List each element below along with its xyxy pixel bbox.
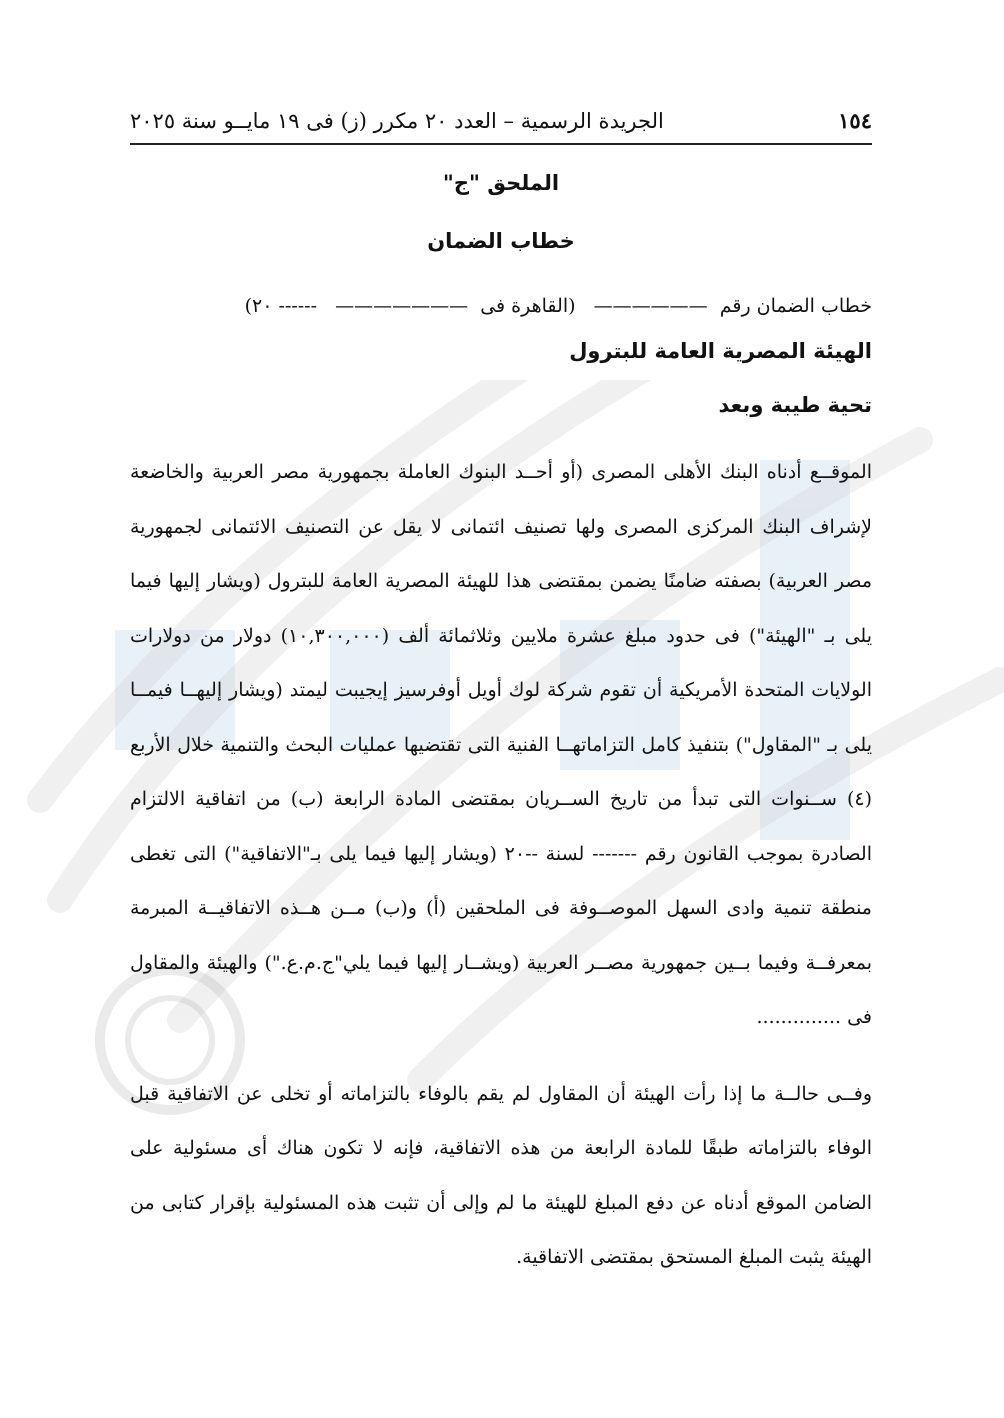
year-suffix: ------ ٢٠)	[244, 295, 317, 317]
letter-title: خطاب الضمان	[427, 229, 575, 253]
number-blank: ——————	[581, 295, 714, 317]
body-paragraph-2: وفــى حالــة ما إذا رأت الهيئة أن المقاول لم يقم بالوفاء بالتزاماته أو تخلى عن الاتفاقية قبل الوفاء بالتزاماته طبقًا للمادة الرابعة من هذه الاتفاقية، فإنه لا تكون هناك أى مسئولية على الضامن الموقع أدناه عن دفع المبلغ للهيئة ما لم وإلى أن تثبت هذه المسئولية بإقرار كتابى من الهيئة يثبت المبلغ المستحق بمقتضى الاتفاقية.	[130, 1082, 872, 1268]
page-number: ١٥٤	[838, 108, 872, 133]
body-paragraph-1: الموقــع أدناه البنك الأهلى المصرى (أو أحــد البنوك العاملة بجمهورية مصر العربية والخاضعة لإشراف البنك المركزى المصرى ولها تصنيف ائتمانى لا يقل عن التصنيف الائتمانى لجمهورية مصر العربية) بصفته ضامنًا يضمن بمقتضى هذا للهيئة المصرية العامة للبترول (ويشار إليها فيما يلى بـ "الهيئة") فى حدود مبلغ عشرة ملايين وثلاثمائة ألف (١٠,٣٠٠,٠٠٠) دولار من دولارات الولايات المتحدة الأمريكية أن تقوم شركة لوك أويل أوفرسيز إيجيبت ليمتد (ويشار إليهــا فيمــا يلى بـ "المقاول") بتنفيذ كامل التزاماتهــا الفنية التى تقتضيها عمليات البحث والتنمية خلال الأربع (٤) ســنوات التى تبدأ من تاريخ الســريان بمقتضى المادة الرابعة (ب) من اتفاقية الالتزام الصادرة بموجب القانون رقم ------- لسنة --٢٠ (ويشار إليها فيما يلى بـ"الاتفاقية") التى تغطى منطقة تنمية وادى السهل الموصــوفة فى الملحقين (أ) و(ب) مــن هــذه الاتفاقيــة المبرمة بمعرفــة وفيما بــين جمهورية مصــر العربية (ويشــار إليها فيما يلي"ج.م.ع.") والهيئة والمقاول فى ..............	[130, 461, 872, 1028]
greeting: تحية طيبة وبعد	[718, 393, 872, 417]
guarantee-number-label: خطاب الضمان رقم	[719, 295, 872, 317]
addressee: الهيئة المصرية العامة للبترول	[569, 339, 872, 363]
publication-info: الجريدة الرسمية – العدد ٢٠ مكرر (ز) فى ١٩ مايــو سنة ٢٠٢٥	[130, 109, 664, 133]
annex-title: الملحق "ج"	[442, 171, 560, 195]
document-page	[130, 108, 872, 1304]
date-blank: ———————	[323, 295, 475, 317]
running-header	[130, 108, 872, 145]
cairo-date-label: (القاهرة فى	[480, 295, 576, 317]
reference-line	[130, 295, 872, 317]
